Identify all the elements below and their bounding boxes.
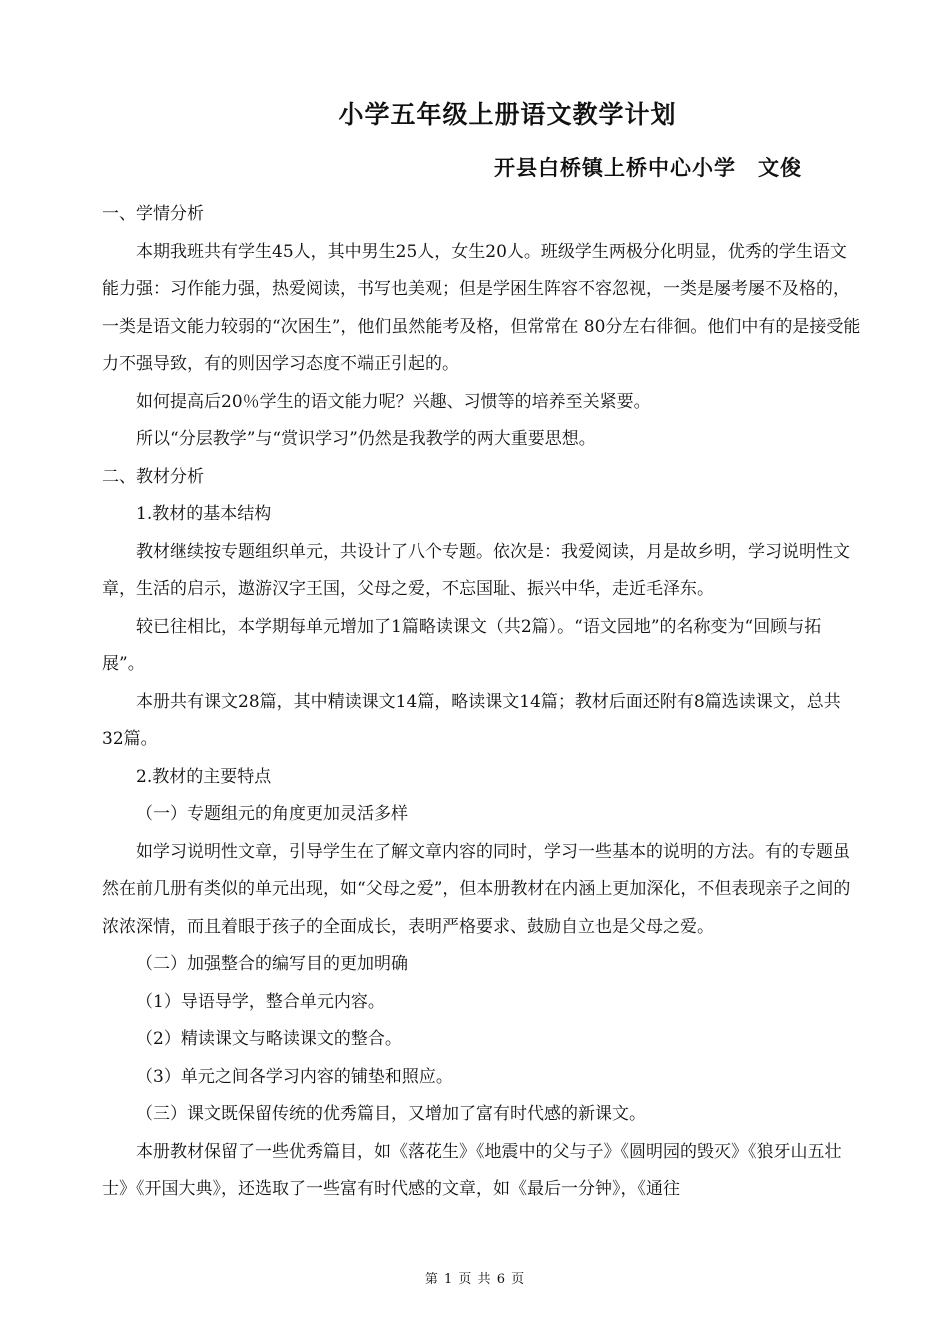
list-item: （1）导语导学，整合单元内容。 — [136, 991, 385, 1012]
paragraph: 本册共有课文28篇，其中精读课文14篇，略读课文14篇；教材后面还附有8篇选读课文，总共32篇。 — [102, 691, 841, 749]
document-title: 小学五年级上册语文教学计划 — [338, 100, 677, 129]
paragraph: 所以“分层教学”与“赏识学习”仍然是我教学的两大重要思想。 — [136, 429, 596, 449]
paragraph: 本册教材保留了一些优秀篇目，如《落花生》《地震中的父与子》《圆明园的毁灭》《狼牙山五壮士》《开国大典》，还选取了一些富有时代感的文章，如《最后一分钟》，《通往 — [102, 1141, 842, 1199]
author-byline: 开县白桥镇上桥中心小学 文俊 — [494, 156, 802, 180]
paragraph: 如何提高后20％学生的语文能力呢？兴趣、习惯等的培养至关紧要。 — [136, 391, 651, 412]
feature-heading: （二）加强整合的编写目的更加明确 — [136, 954, 408, 974]
paragraph: 较已往相比，本学期每单元增加了1篇略读课文（共2篇）。“语文园地”的名称变为“回顾与拓展”。 — [102, 616, 822, 674]
list-item: （2）精读课文与略读课文的整合。 — [136, 1029, 402, 1049]
list-item: （3）单元之间各学习内容的铺垫和照应。 — [136, 1066, 453, 1087]
paragraph: 如学习说明性文章，引导学生在了解文章内容的同时，学习一些基本的说明的方法。有的专题虽然在前几册有类似的单元出现，如“父母之爱”，但本册教材在内涵上更加深化，不但表现亲子之间的浓浓深情，而且着眼于孩子的全面成长，表明严格要求、鼓励自立也是父母之爱。 — [102, 841, 851, 937]
section-heading: 一、学情分析 — [102, 204, 204, 224]
document-body — [102, 196, 862, 1209]
subsection-heading: 1.教材的基本结构 — [136, 504, 272, 524]
section-heading: 二、教材分析 — [102, 466, 204, 487]
feature-heading: （三）课文既保留传统的优秀篇目，又增加了富有时代感的新课文。 — [136, 1104, 646, 1124]
subsection-heading: 2.教材的主要特点 — [136, 766, 272, 787]
paragraph: 本期我班共有学生45人，其中男生25人，女生20人。班级学生两极分化明显，优秀的学生语文能力强：习作能力强，热爱阅读，书写也美观；但是学困生阵容不容忽视，一类是屡考屡不及格的，一类是语文能力较弱的“次困生”，他们虽然能考及格，但常常在 80分左右徘徊。他们中有的是接受能力不强导致，有的则因学习态度不端正引起的。 — [102, 241, 861, 374]
page-footer: 第 1 页 共 6 页 — [424, 1272, 526, 1287]
paragraph: 教材继续按专题组织单元，共设计了八个专题。依次是：我爱阅读，月是故乡明，学习说明性文章，生活的启示，遨游汉字王国，父母之爱，不忘国耻、振兴中华，走近毛泽东。 — [102, 541, 850, 599]
feature-heading: （一）专题组元的角度更加灵活多样 — [136, 804, 408, 824]
